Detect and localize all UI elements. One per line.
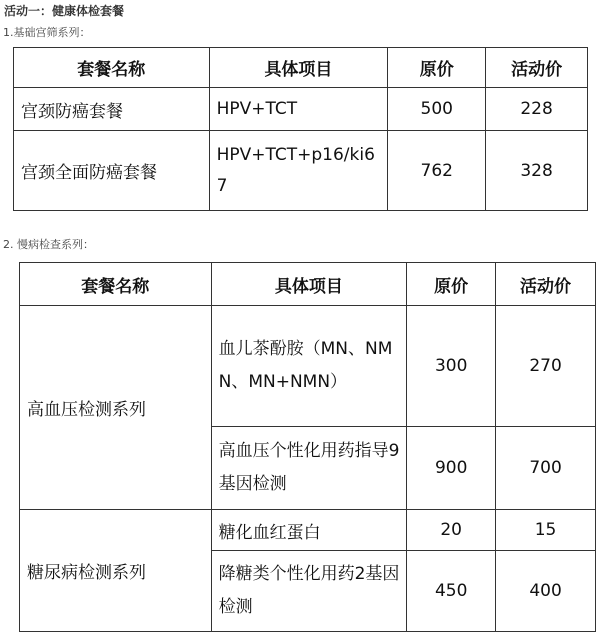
- col-header-sale-price: 活动价: [496, 263, 596, 306]
- package-items: 血儿茶酚胺（MN、NMN、MN+NMN）: [211, 306, 407, 427]
- sale-price: 328: [486, 131, 588, 211]
- table-row: [14, 88, 588, 131]
- chronic-disease-package-table: [19, 262, 596, 632]
- sale-price: 15: [496, 510, 596, 551]
- col-header-package-name: 套餐名称: [20, 263, 212, 306]
- col-header-original-price: 原价: [407, 263, 496, 306]
- table-header-row: [20, 263, 596, 306]
- sale-price: 400: [496, 551, 596, 632]
- original-price: 20: [407, 510, 496, 551]
- package-items: 降糖类个性化用药2基因检测: [211, 551, 407, 632]
- table-row: [20, 510, 596, 551]
- sale-price: 228: [486, 88, 588, 131]
- cervical-package-table: [13, 47, 588, 211]
- col-header-items: 具体项目: [211, 263, 407, 306]
- col-header-sale-price: 活动价: [486, 48, 588, 88]
- col-header-items: 具体项目: [209, 48, 388, 88]
- table-row: [20, 306, 596, 427]
- package-items: HPV+TCT: [209, 88, 388, 131]
- col-header-package-name: 套餐名称: [14, 48, 210, 88]
- original-price: 500: [388, 88, 486, 131]
- original-price: 762: [388, 131, 486, 211]
- group-name: 糖尿病检测系列: [20, 510, 212, 632]
- group-name: 高血压检测系列: [20, 306, 212, 510]
- original-price: 450: [407, 551, 496, 632]
- package-items: 高血压个性化用药指导9基因检测: [211, 427, 407, 510]
- package-name: 宫颈全面防癌套餐: [14, 131, 210, 211]
- original-price: 900: [407, 427, 496, 510]
- col-header-original-price: 原价: [388, 48, 486, 88]
- table-header-row: [14, 48, 588, 88]
- section-2-label: 2. 慢病检查系列：: [3, 238, 94, 251]
- package-name: 宫颈防癌套餐: [14, 88, 210, 131]
- page-heading: 活动一：健康体检套餐: [4, 4, 125, 18]
- package-items: HPV+TCT+p16/ki67: [209, 131, 388, 211]
- sale-price: 270: [496, 306, 596, 427]
- sale-price: 700: [496, 427, 596, 510]
- section-1-label: 1.基础宫筛系列：: [3, 26, 91, 39]
- package-items: 糖化血红蛋白: [211, 510, 407, 551]
- table-row: [14, 131, 588, 211]
- original-price: 300: [407, 306, 496, 427]
